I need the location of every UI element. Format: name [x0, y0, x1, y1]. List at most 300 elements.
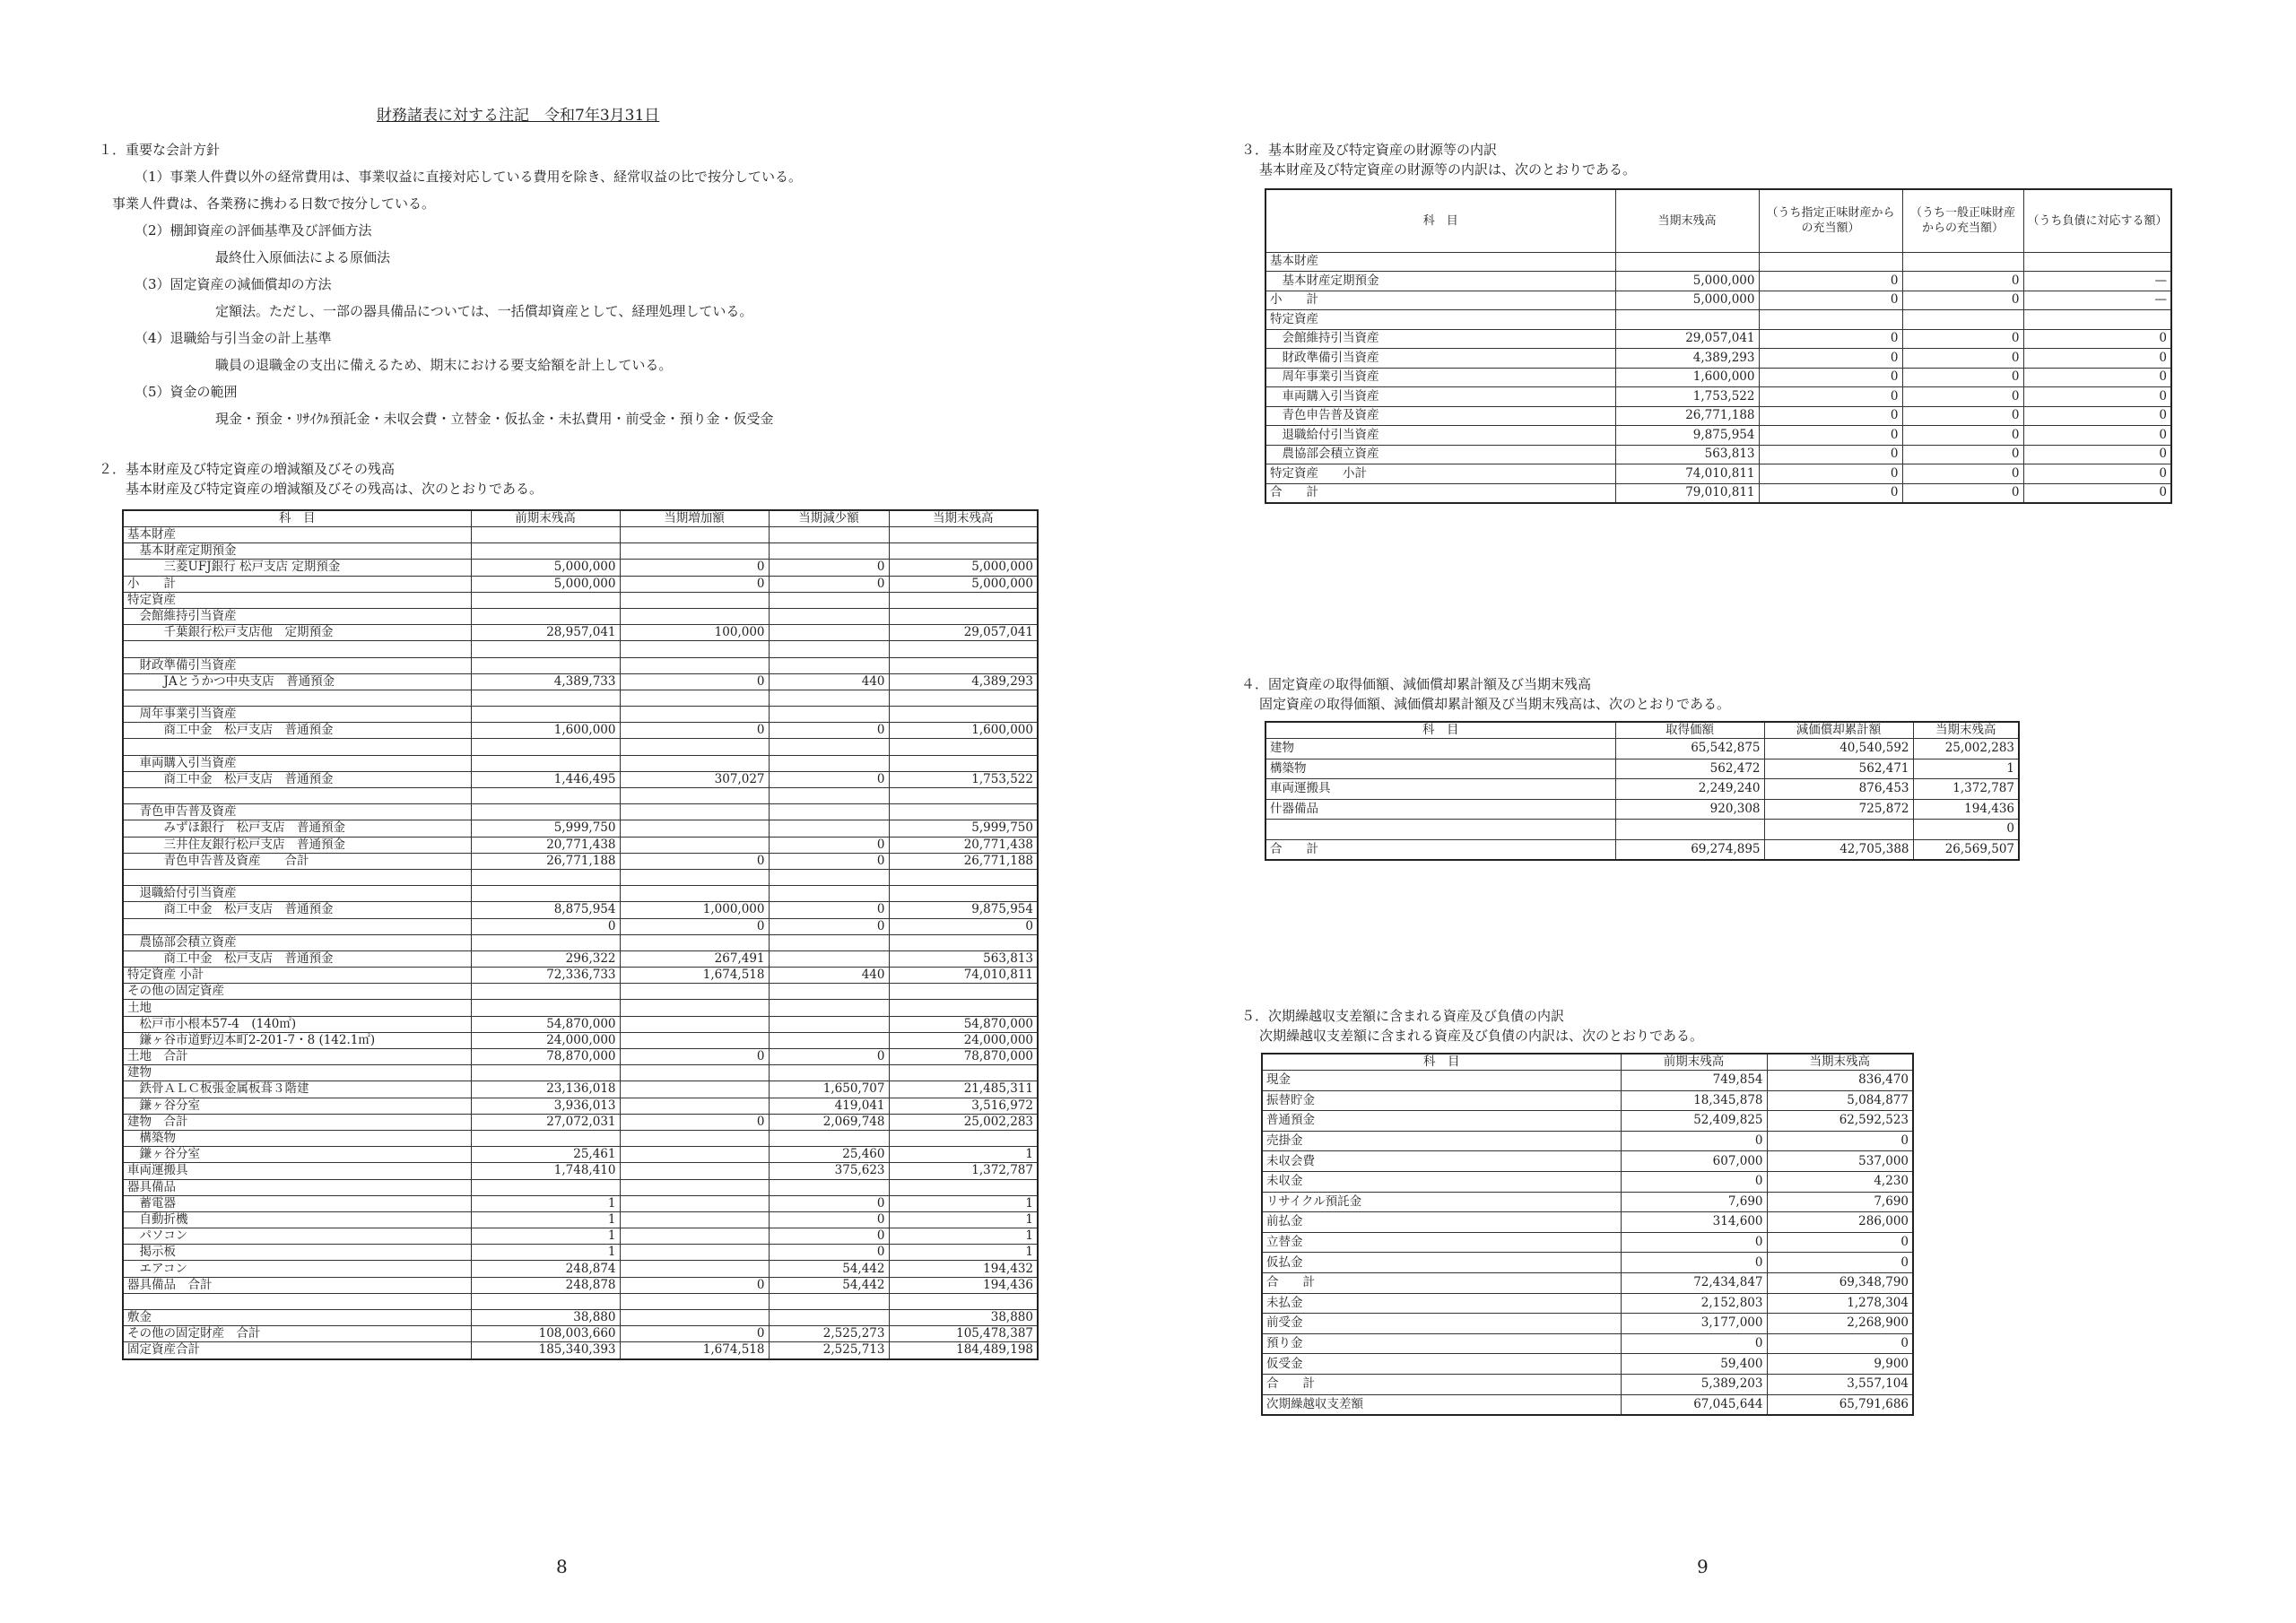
cell-value: 21,485,311: [889, 1081, 1038, 1098]
cell-value: 1,600,000: [1615, 368, 1759, 387]
cell-value: 26,569,507: [1913, 839, 2019, 860]
table-row: [123, 788, 1038, 804]
table-row: [123, 625, 1038, 641]
cell-value: 4,389,293: [889, 673, 1038, 690]
cell-value: 0: [620, 918, 769, 934]
cell-value: 0: [1621, 1333, 1767, 1354]
table-row: [123, 869, 1038, 885]
cell-value: 1,600,000: [889, 723, 1038, 739]
cell-value: 7,690: [1767, 1192, 1913, 1212]
cell-value: 2,069,748: [769, 1114, 889, 1130]
cell-value: 0: [1767, 1333, 1913, 1354]
table-row: [123, 1081, 1038, 1098]
table-row: [1262, 1090, 1913, 1111]
cell-value: 0: [1759, 329, 1902, 349]
page-number-9: 9: [1697, 1556, 1709, 1577]
cell-value: 108,003,660: [471, 1326, 620, 1342]
section5-title: ５．次期繰越収支差額に含まれる資産及び負債の内訳: [1241, 1008, 1565, 1024]
cell-value: 419,041: [769, 1098, 889, 1114]
cell-value: 65,542,875: [1615, 739, 1764, 759]
column-header: 科 目: [1265, 189, 1615, 252]
notes-title: 財務諸表に対する注記 令和7年3月31日: [377, 107, 660, 125]
row-label: 仮払金: [1262, 1253, 1621, 1273]
cell-value: 267,491: [620, 950, 769, 967]
cell-value: 38,880: [889, 1310, 1038, 1326]
cell-value: 69,274,895: [1615, 839, 1764, 860]
cell-value: 1: [471, 1228, 620, 1245]
row-label: 立替金: [1262, 1232, 1621, 1253]
cell-value: 3,557,104: [1767, 1374, 1913, 1394]
row-label: 小 計: [123, 576, 471, 592]
row-label: 青色申告普及資産: [123, 804, 471, 820]
section4-title: ４．固定資産の取得価額、減価償却累計額及び当期末残高: [1241, 676, 1592, 692]
table-row: [1262, 1212, 1913, 1233]
table-row: [123, 934, 1038, 950]
cell-value: [620, 1000, 769, 1016]
cell-value: [471, 739, 620, 755]
cell-value: [620, 869, 769, 885]
cell-value: 0: [1767, 1232, 1913, 1253]
cell-value: [769, 1032, 889, 1048]
cell-value: 537,000: [1767, 1151, 1913, 1172]
cell-value: [1615, 252, 1759, 272]
row-label: 基本財産定期預金: [123, 543, 471, 560]
cell-value: 1: [889, 1245, 1038, 1261]
cell-value: [471, 1065, 620, 1081]
cell-value: [889, 984, 1038, 1000]
table-row: [123, 902, 1038, 918]
section2-subtitle: 基本財産及び特定資産の増減額及びその残高は、次のとおりである。: [126, 481, 544, 497]
row-label: 車両購入引当資産: [123, 755, 471, 771]
cell-value: 1,372,787: [1913, 779, 2019, 800]
cell-value: 1: [889, 1211, 1038, 1228]
cell-value: 0: [1902, 464, 2023, 484]
cell-value: [1902, 252, 2023, 272]
note-line: （2）棚卸資産の評価基準及び評価方法: [135, 222, 372, 239]
cell-value: 0: [769, 1228, 889, 1245]
cell-value: 0: [2023, 406, 2171, 426]
cell-value: 1: [889, 1228, 1038, 1245]
cell-value: 100,000: [620, 625, 769, 641]
row-label: 特定資産: [123, 592, 471, 608]
cell-value: [620, 1098, 769, 1114]
row-label: 蓄電器: [123, 1195, 471, 1211]
cell-value: [889, 527, 1038, 543]
table-row: [123, 1261, 1038, 1277]
right-page: [1148, 0, 2296, 1623]
cell-value: [471, 608, 620, 624]
table-row: [1265, 368, 2171, 387]
cell-value: 25,461: [471, 1147, 620, 1163]
cell-value: 72,336,733: [471, 968, 620, 984]
cell-value: [620, 1130, 769, 1146]
cell-value: [620, 690, 769, 706]
cell-value: [620, 1179, 769, 1195]
table-row: [123, 592, 1038, 608]
row-label: 商工中金 松戸支店 普通預金: [123, 771, 471, 787]
cell-value: 0: [769, 560, 889, 576]
cell-value: [889, 934, 1038, 950]
cell-value: 65,791,686: [1767, 1394, 1913, 1415]
cell-value: [620, 1228, 769, 1245]
table-row: [123, 968, 1038, 984]
cell-value: [769, 755, 889, 771]
cell-value: [769, 1130, 889, 1146]
table-row: [1265, 349, 2171, 369]
cell-value: [1764, 820, 1913, 840]
cell-value: 5,084,877: [1767, 1090, 1913, 1111]
note-line: （5）資金の範囲: [135, 384, 238, 400]
cell-value: [769, 950, 889, 967]
row-label: その他の固定資産: [123, 984, 471, 1000]
cell-value: [769, 1293, 889, 1309]
cell-value: 0: [769, 1195, 889, 1211]
table-row: [1265, 779, 2019, 800]
cell-value: 286,000: [1767, 1212, 1913, 1233]
cell-value: 25,002,283: [889, 1114, 1038, 1130]
cell-value: 0: [769, 1049, 889, 1065]
cell-value: 3,516,972: [889, 1098, 1038, 1114]
cell-value: [889, 1000, 1038, 1016]
table-row: [1265, 272, 2171, 291]
cell-value: 8,875,954: [471, 902, 620, 918]
column-header: 前期末残高: [1621, 1054, 1767, 1071]
cell-value: [471, 592, 620, 608]
cell-value: [769, 1065, 889, 1081]
cell-value: [620, 788, 769, 804]
row-label: [123, 869, 471, 885]
table-row: [123, 1130, 1038, 1146]
cell-value: 54,870,000: [471, 1016, 620, 1032]
table-row: [1262, 1232, 1913, 1253]
cell-value: 28,957,041: [471, 625, 620, 641]
section3-subtitle: 基本財産及び特定資産の財源等の内訳は、次のとおりである。: [1259, 161, 1637, 178]
cell-value: [620, 1016, 769, 1032]
cell-value: [769, 739, 889, 755]
cell-value: 194,432: [889, 1261, 1038, 1277]
row-label: 仮受金: [1262, 1354, 1621, 1375]
row-label: [123, 788, 471, 804]
table-row: [1265, 426, 2171, 446]
cell-value: [769, 1000, 889, 1016]
cell-value: 54,870,000: [889, 1016, 1038, 1032]
cell-value: [1759, 252, 1902, 272]
cell-value: [620, 837, 769, 853]
table-row: [123, 755, 1038, 771]
column-header: 科 目: [123, 510, 471, 527]
cell-value: 25,002,283: [1913, 739, 2019, 759]
cell-value: 0: [2023, 445, 2171, 464]
row-label: 農協部会積立資産: [1265, 445, 1615, 464]
cell-value: 185,340,393: [471, 1342, 620, 1359]
cell-value: 5,000,000: [471, 576, 620, 592]
table-fixed-assets: [1265, 721, 2020, 861]
note-line: 現金・預金・ﾘｻｲｸﾙ預託金・未収会費・立替金・仮払金・未払費用・前受金・預り金・仮受金: [215, 411, 774, 427]
cell-value: [769, 707, 889, 723]
cell-value: 0: [769, 918, 889, 934]
row-label: 什器備品: [1265, 799, 1615, 820]
cell-value: [471, 984, 620, 1000]
table-row: [1265, 252, 2171, 272]
row-label: 財政準備引当資産: [123, 657, 471, 673]
table-row: [123, 1049, 1038, 1065]
table-row: [123, 853, 1038, 869]
cell-value: 0: [889, 918, 1038, 934]
cell-value: 0: [769, 837, 889, 853]
table-row: [123, 657, 1038, 673]
row-label: 基本財産: [123, 527, 471, 543]
cell-value: [471, 886, 620, 902]
cell-value: 2,525,713: [769, 1342, 889, 1359]
row-label: 車両運搬具: [123, 1163, 471, 1179]
cell-value: 314,600: [1621, 1212, 1767, 1233]
cell-value: [620, 1293, 769, 1309]
cell-value: 440: [769, 673, 889, 690]
column-header: 科 目: [1265, 722, 1615, 739]
cell-value: 0: [1913, 820, 2019, 840]
table-row: [123, 543, 1038, 560]
table-row: [1265, 387, 2171, 407]
table-row: [123, 1326, 1038, 1342]
cell-value: 248,874: [471, 1261, 620, 1277]
cell-value: 0: [620, 560, 769, 576]
cell-value: [620, 886, 769, 902]
row-label: [123, 690, 471, 706]
section2-heading: [99, 459, 543, 499]
cell-value: 836,470: [1767, 1071, 1913, 1091]
row-label: 特定資産 小計: [123, 968, 471, 984]
cell-value: 4,389,293: [1615, 349, 1759, 369]
cell-value: 78,870,000: [471, 1049, 620, 1065]
section4-subtitle: 固定資産の取得価額、減価償却累計額及び当期末残高は、次のとおりである。: [1259, 696, 1731, 712]
table-increase-decrease: [122, 509, 1039, 1360]
cell-value: [620, 1195, 769, 1211]
cell-value: 0: [1902, 368, 2023, 387]
cell-value: 0: [620, 1326, 769, 1342]
column-header: 減価償却累計額: [1764, 722, 1913, 739]
table-row: [123, 1228, 1038, 1245]
cell-value: [889, 1130, 1038, 1146]
cell-value: 2,152,803: [1621, 1293, 1767, 1314]
cell-value: 52,409,825: [1621, 1111, 1767, 1132]
cell-value: 62,592,523: [1767, 1111, 1913, 1132]
row-label: [123, 739, 471, 755]
table-row: [123, 1000, 1038, 1016]
table-row: [1262, 1071, 1913, 1091]
cell-value: 1: [889, 1195, 1038, 1211]
cell-value: 0: [1759, 406, 1902, 426]
row-label: 合 計: [1265, 483, 1615, 503]
cell-value: 0: [1621, 1253, 1767, 1273]
row-label: [1265, 820, 1615, 840]
cell-value: 105,478,387: [889, 1326, 1038, 1342]
row-label: リサイクル預託金: [1262, 1192, 1621, 1212]
table-row: [123, 837, 1038, 853]
table-row: [1265, 839, 2019, 860]
row-label: 鎌ヶ谷分室: [123, 1147, 471, 1163]
table-row: [123, 1195, 1038, 1211]
row-label: 前払金: [1262, 1212, 1621, 1233]
table-row: [123, 771, 1038, 787]
cell-value: [769, 886, 889, 902]
cell-value: 0: [2023, 368, 2171, 387]
row-label: 車両運搬具: [1265, 779, 1615, 800]
column-header: 当期減少額: [769, 510, 889, 527]
row-label: 合 計: [1262, 1374, 1621, 1394]
table-row: [123, 1293, 1038, 1309]
table-row: [1265, 739, 2019, 759]
table-row: [123, 673, 1038, 690]
row-label: [123, 641, 471, 657]
table-row: [1265, 759, 2019, 779]
cell-value: 0: [1759, 483, 1902, 503]
cell-value: [620, 984, 769, 1000]
cell-value: [769, 984, 889, 1000]
table-row: [123, 690, 1038, 706]
row-label: 特定資産 小計: [1265, 464, 1615, 484]
cell-value: 0: [620, 673, 769, 690]
cell-value: 876,453: [1764, 779, 1913, 800]
table-row: [1265, 310, 2171, 330]
table-row: [1262, 1354, 1913, 1375]
table-row: [123, 804, 1038, 820]
table-row: [1265, 406, 2171, 426]
cell-value: [889, 755, 1038, 771]
row-label: 器具備品 合計: [123, 1277, 471, 1293]
row-label: 農協部会積立資産: [123, 934, 471, 950]
cell-value: 0: [1902, 445, 2023, 464]
row-label: みずほ銀行 松戸支店 普通預金: [123, 820, 471, 837]
cell-value: [620, 1147, 769, 1163]
cell-value: 0: [620, 576, 769, 592]
row-label: 合 計: [1265, 839, 1615, 860]
section3-title: ３．基本財産及び特定資産の財源等の内訳: [1241, 142, 1498, 158]
cell-value: 1,372,787: [889, 1163, 1038, 1179]
cell-value: [471, 641, 620, 657]
column-header: 当期末残高: [1767, 1054, 1913, 1071]
table-row: [1262, 1131, 1913, 1151]
cell-value: 9,875,954: [1615, 426, 1759, 446]
cell-value: [620, 657, 769, 673]
cell-value: 3,177,000: [1621, 1314, 1767, 1334]
table-row: [123, 1342, 1038, 1359]
cell-value: 79,010,811: [1615, 483, 1759, 503]
cell-value: 5,000,000: [889, 576, 1038, 592]
cell-value: [620, 755, 769, 771]
cell-value: 0: [620, 1277, 769, 1293]
table-row: [123, 608, 1038, 624]
cell-value: 563,813: [1615, 445, 1759, 464]
cell-value: 9,900: [1767, 1354, 1913, 1375]
cell-value: 38,880: [471, 1310, 620, 1326]
table-row: [1262, 1333, 1913, 1354]
row-label: 商工中金 松戸支店 普通預金: [123, 723, 471, 739]
cell-value: [769, 608, 889, 624]
cell-value: [769, 869, 889, 885]
cell-value: 69,348,790: [1767, 1272, 1913, 1293]
cell-value: 0: [1621, 1171, 1767, 1192]
cell-value: 26,771,188: [471, 853, 620, 869]
row-label: 会館維持引当資産: [123, 608, 471, 624]
column-header: 当期末残高: [1913, 722, 2019, 739]
row-label: エアコン: [123, 1261, 471, 1277]
cell-value: [471, 657, 620, 673]
section5-subtitle: 次期繰越収支差額に含まれる資産及び負債の内訳は、次のとおりである。: [1259, 1028, 1704, 1044]
cell-value: 248,878: [471, 1277, 620, 1293]
table-row: [123, 527, 1038, 543]
cell-value: 749,854: [1621, 1071, 1767, 1091]
cell-value: 1,650,707: [769, 1081, 889, 1098]
cell-value: [471, 934, 620, 950]
row-label: 次期繰越収支差額: [1262, 1394, 1621, 1415]
cell-value: 0: [620, 1114, 769, 1130]
note-line: 定額法。ただし、一部の器具備品については、一括償却資産として、経理処理している。: [215, 303, 753, 319]
cell-value: 0: [1902, 329, 2023, 349]
cell-value: 2,525,273: [769, 1326, 889, 1342]
row-label: 敷金: [123, 1310, 471, 1326]
cell-value: 307,027: [620, 771, 769, 787]
cell-value: [620, 1245, 769, 1261]
cell-value: [620, 527, 769, 543]
cell-value: 74,010,811: [889, 968, 1038, 984]
cell-value: 0: [1902, 426, 2023, 446]
row-label: 掲示板: [123, 1245, 471, 1261]
cell-value: [620, 543, 769, 560]
cell-value: 5,000,000: [1615, 291, 1759, 310]
row-label: 基本財産定期預金: [1265, 272, 1615, 291]
cell-value: 54,442: [769, 1261, 889, 1277]
table-row: [123, 1179, 1038, 1195]
cell-value: 725,872: [1764, 799, 1913, 820]
cell-value: 42,705,388: [1764, 839, 1913, 860]
cell-value: 29,057,041: [889, 625, 1038, 641]
row-label: 構築物: [123, 1130, 471, 1146]
table-row: [123, 641, 1038, 657]
cell-value: 1,674,518: [620, 968, 769, 984]
cell-value: [769, 1179, 889, 1195]
cell-value: [620, 1065, 769, 1081]
cell-value: [620, 641, 769, 657]
cell-value: [471, 1000, 620, 1016]
cell-value: [889, 608, 1038, 624]
row-label: [123, 918, 471, 934]
row-label: 売掛金: [1262, 1131, 1621, 1151]
cell-value: 24,000,000: [889, 1032, 1038, 1048]
cell-value: [1615, 310, 1759, 330]
cell-value: 1,446,495: [471, 771, 620, 787]
table-row: [1262, 1111, 1913, 1132]
cell-value: 0: [1759, 445, 1902, 464]
row-label: 合 計: [1262, 1272, 1621, 1293]
row-label: [123, 1293, 471, 1309]
cell-value: 4,230: [1767, 1171, 1913, 1192]
cell-value: [620, 739, 769, 755]
cell-value: 0: [2023, 349, 2171, 369]
cell-value: [889, 804, 1038, 820]
cell-value: 562,471: [1764, 759, 1913, 779]
page-number-8: 8: [556, 1556, 568, 1577]
accounting-policy-notes: [99, 136, 1040, 432]
cell-value: 27,072,031: [471, 1114, 620, 1130]
cell-value: 0: [769, 902, 889, 918]
cell-value: [471, 1293, 620, 1309]
cell-value: 0: [2023, 387, 2171, 407]
cell-value: [769, 804, 889, 820]
cell-value: —: [2023, 291, 2171, 310]
cell-value: [769, 690, 889, 706]
row-label: 財政準備引当資産: [1265, 349, 1615, 369]
row-label: 普通預金: [1262, 1111, 1621, 1132]
